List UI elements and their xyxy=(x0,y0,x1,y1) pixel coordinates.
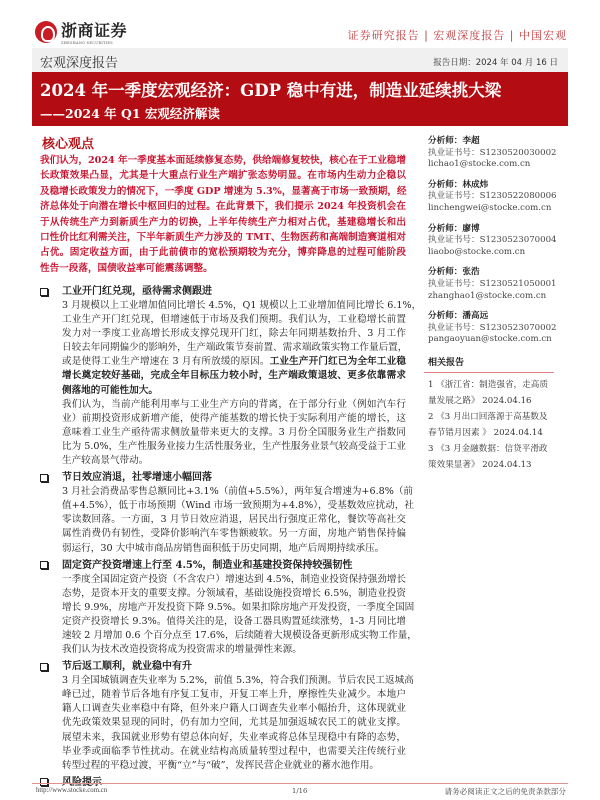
core-view-text xyxy=(40,153,406,276)
checkbox-bullet-icon xyxy=(40,288,48,296)
analyst-email-link[interactable]: liaobo@stocke.com.cn xyxy=(428,246,526,257)
text-line: 意味着工业生产亟待需求侧放量带来更大的支撑。3 月份全国服务业生产指数同 xyxy=(62,426,406,438)
section-heading xyxy=(40,284,406,299)
related-report-item[interactable] xyxy=(428,409,568,441)
paragraph xyxy=(62,398,406,468)
text-line: 我们认为技术改造投资将成为投资需求的增量弹性来源。 xyxy=(62,644,302,656)
analyst-card xyxy=(428,224,568,259)
text-line: 及稳增长政策发力的情况下，一季度 GDP 增速为 5.3%，显著高于市场一致预期，经 xyxy=(40,185,407,197)
paragraph xyxy=(62,299,422,398)
text-line: 我们认为，当前产能利用率与工业生产方向的背离，在于部分行业（例如汽车行 xyxy=(62,398,406,410)
text-line: 3 月规模以上工业增加值同比增长 4.5%，Q1 规模以上工业增加值同比增长 6.1%， xyxy=(62,300,422,311)
related-report-item[interactable] xyxy=(428,377,568,409)
sidebar xyxy=(428,136,568,473)
analyst-card xyxy=(428,311,568,346)
text-line: 速较 2 月增加 0.6 个百分点至 17.6%，后续随着大规模设备更新形成实物工作量， xyxy=(62,629,417,641)
text-line: 籍人口调查失业率稳中有降，但外来户籍人口调查失业率小幅抬升，这体现就业 xyxy=(62,703,406,715)
footer-url-link[interactable]: http://www.stocke.com.cn xyxy=(36,787,108,794)
analyst-cert: 执业证书号：S1230523070002 xyxy=(428,322,557,333)
footer-divider xyxy=(32,783,568,784)
text-line: 我们认为，2024 年一季度基本面延续修复态势，供给端修复较快，核心在于工业稳增 xyxy=(40,155,406,166)
section-heading xyxy=(40,470,406,485)
text-line: 济总体处于向潜在增长中枢回归的过程。在此背景下，我们提示 2024 年投资机会在 xyxy=(40,201,406,213)
analyst-email-link[interactable]: zhanghao1@stocke.com.cn xyxy=(428,290,547,301)
report-type: 宏观深度报告 xyxy=(40,56,119,71)
report-subtitle: ——2024 年 Q1 宏观经济解读 xyxy=(40,106,220,121)
analyst-email-link[interactable]: linchengwei@stocke.com.cn xyxy=(428,202,552,213)
report-date: 报告日期：2024 年 04 月 16 日 xyxy=(433,58,558,68)
analyst-card xyxy=(428,180,568,215)
analyst-list xyxy=(428,136,568,346)
text-line: 属性消费仍有韧性，受降价影响汽车零售额疲软。另一方面，房地产销售保持偏 xyxy=(62,528,406,540)
brand-name-en: ZHESHANG SECURITIES xyxy=(61,41,113,45)
text-line: 态势，是资本开支的重要支撑。分领域看，基础设施投资增长 6.5%，制造业投资 xyxy=(62,587,407,599)
analyst-cert: 执业证书号：S1230523070004 xyxy=(428,235,557,246)
related-report-line: 3 《3 月金融数据：信贷平滑政 xyxy=(428,443,548,454)
checkbox-bullet-icon xyxy=(40,474,48,482)
analyst-name: 分析师：林成炜 xyxy=(428,179,489,190)
analyst-email-link[interactable]: lichao1@stocke.com.cn xyxy=(428,159,531,170)
related-report-line: 量发展之路》 2024.04.16 xyxy=(428,395,532,406)
related-report-line: 策效果显著》 2024.04.13 xyxy=(428,459,532,470)
text-line: 占优。固定收益方面，由于此前债市的宽松预期较为充分，博弈降息的过程可能阶段 xyxy=(40,247,406,259)
section-heading xyxy=(40,659,406,674)
text-line: 一季度全国固定资产投资（不含农户）增速达到 4.5%，制造业投资保持强劲增长 xyxy=(62,573,407,585)
main-body xyxy=(40,282,422,790)
text-line: 3 月社会消费品零售总额同比+3.1%（前值+5.5%），两年复合增速为+6.8%（前 xyxy=(62,486,414,498)
text-line: 增长 9.9%，房地产开发投资下降 9.5%。如果扣除房地产开发投资，一季度全国固 xyxy=(62,601,415,613)
text-line: 口性价比红利需关注，下半年新质生产力涉及的 TMT、生物医药和高端制造赛道相对 xyxy=(40,231,406,243)
bold-text-line: 增长奠定较好基础，完成全年目标压力较小时，生产端政策退坡、更多依靠需求 xyxy=(62,370,406,382)
text-line: 长政策效果凸显，尤其是十大重点行业生产端扩张态势明显。在市场内生动力企稳以 xyxy=(40,170,406,182)
text-line: 展望未来，我国就业形势有望总体向好，失业率或将总体呈现稳中有降的态势， xyxy=(62,731,406,743)
related-reports-list xyxy=(428,377,568,473)
analyst-name: 分析师：李超 xyxy=(428,136,480,146)
text-line: 于从传统生产力到新质生产力的切换，上半年传统生产力相对占优，基建稳增长和出 xyxy=(40,216,406,228)
report-type-band xyxy=(32,48,568,72)
related-report-item[interactable] xyxy=(428,441,568,473)
text-line: 业）前期投资形成新增产能，使得产能基数的增长快于实际利用产能的增长，这 xyxy=(62,412,406,424)
section-heading-text: 固定资产投资增速上行至 4.5%，制造业和基建投资保持较强韧性 xyxy=(62,559,353,571)
analyst-cert: 执业证书号：S1230521050001 xyxy=(428,278,557,289)
analyst-cert: 执业证书号：S1230522080006 xyxy=(428,191,557,202)
text-line: 弱运行，30 大中城市商品房销售面积低于历史同期，地产后周期持续承压。 xyxy=(62,542,385,554)
related-report-line: 2 《3 月出口回落源于高基数及 xyxy=(428,411,548,422)
text-line: 优先政策效果显现的同时，仍有加力空间，尤其是加强返城农民工的就业支撑。 xyxy=(62,717,406,729)
divider xyxy=(424,372,554,373)
analyst-card xyxy=(428,136,568,171)
section-heading-text: 工业开门红兑现，亟待需求侧跟进 xyxy=(62,286,212,297)
section-heading-text: 节后返工顺利，就业稳中有升 xyxy=(62,661,192,673)
text-line: 毕业季或面临季节性扰动。在就业结构高质量转型过程中，也需要关注传统行业 xyxy=(62,745,406,757)
related-report-line: 春节错月因素 》 2024.04.14 xyxy=(428,427,543,438)
analyst-email-link[interactable]: pangaoyuan@stocke.com.cn xyxy=(428,334,552,345)
section-heading-text: 节日效应消退，社零增速小幅回落 xyxy=(62,472,212,484)
text-line: 生产较高景气带动。 xyxy=(62,455,149,467)
paragraph xyxy=(62,573,417,658)
text-line: 峰已过，随着节后各地有序复工复市，开复工率上升，摩擦性失业减少。本地户 xyxy=(62,689,406,701)
analyst-cert: 执业证书号：S1230520030002 xyxy=(428,147,557,158)
related-report-line: 1 《浙江省：制造强省，走高质 xyxy=(428,379,548,390)
title-banner xyxy=(32,72,568,126)
bold-text-segment: 工业生产开门红已为全年工业稳 xyxy=(269,356,407,368)
company-logo xyxy=(35,18,127,45)
checkbox-bullet-icon xyxy=(40,663,48,671)
analyst-name: 分析师：潘高远 xyxy=(428,311,489,322)
section-heading xyxy=(40,558,406,573)
related-reports-title: 相关报告 xyxy=(428,357,465,368)
analyst-name: 分析师：廖博 xyxy=(428,223,480,234)
text-line: 性告一段落，国债收益率可能震荡调整。 xyxy=(40,262,213,274)
page-number: 1/16 xyxy=(292,787,308,795)
brand-name: 浙商证券 xyxy=(61,21,128,40)
logo-mark-icon xyxy=(35,21,57,43)
text-line: 转型过程的平稳过渡，平衡“立”与“破”，发挥民营企业就业的蓄水池作用。 xyxy=(62,759,380,771)
analyst-card xyxy=(428,267,568,302)
core-view-title: 核心观点 xyxy=(42,137,95,152)
text-line xyxy=(62,355,406,369)
bold-text-line: 侧落地的可能性加大。 xyxy=(62,384,158,396)
text-segment: 或是使得工业生产增速在 3 月有所放缓的原因。 xyxy=(62,356,270,368)
analyst-name: 分析师：张浩 xyxy=(428,267,480,278)
text-line: 零读数回落。一方面，3 月节日效应消退，居民出行强度正常化，餐饮等高社交 xyxy=(62,514,406,526)
report-category: 证券研究报告 | 宏观深度报告 | 中国宏观 xyxy=(347,29,567,42)
text-line: 比为 5.0%，生产性服务业接力生活性服务业，生产性服务业景气较高受益于工业 xyxy=(62,440,407,452)
text-line: 发力对一季度工业高增长形成支撑兑现开门红，除去年同期基数抬升、3 月工作 xyxy=(62,328,406,340)
report-title: 2024 年一季度宏观经济：GDP 稳中有进，制造业延续挑大梁 xyxy=(40,81,502,100)
text-line: 工业生产开门红兑现，但增速低于市场及我们预期。我们认为，工业稳增长前置 xyxy=(62,314,406,326)
text-line: 日较去年同期偏少的影响外，生产端政策节奏前置、需求端政策实物工作量后置， xyxy=(62,342,408,354)
footer-disclaimer: 请务必阅读正文之后的免责条款部分 xyxy=(444,787,566,796)
checkbox-bullet-icon xyxy=(40,561,48,569)
text-line: 值+4.5%），低于市场预期（Wind 市场一致预期为+4.8%），受基数效应扰动，社 xyxy=(62,500,414,512)
text-line: 3 月全国城镇调查失业率为 5.2%，前值 5.3%，符合我们预测。节后农民工返城高 xyxy=(62,675,414,687)
paragraph xyxy=(62,485,414,555)
paragraph xyxy=(62,674,414,773)
text-line: 定资产投资增长 9.3%。值得关注的是，设备工器具购置延续涨势，1-3 月同比增 xyxy=(62,615,406,627)
